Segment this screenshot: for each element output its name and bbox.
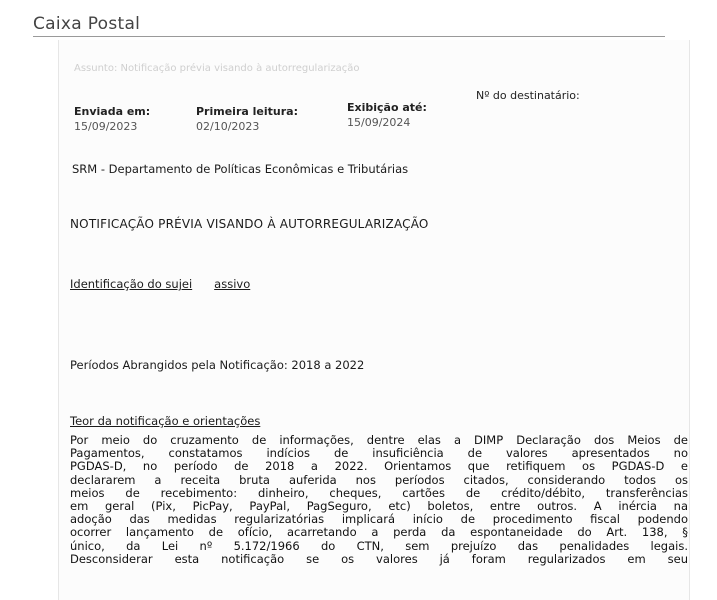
body-line: declararem a receita bruta auferida nos períodos citados, considerando todos os (70, 472, 688, 487)
display-until-value: 15/09/2024 (347, 116, 411, 129)
section-title: Teor da notificação e orientações (70, 414, 261, 428)
sent-date-field (74, 105, 150, 133)
first-read-field (196, 105, 298, 133)
display-until-label: Exibição até: (347, 101, 427, 114)
notification-heading: NOTIFICAÇÃO PRÉVIA VISANDO À AUTORREGULARIZAÇÃO (70, 217, 429, 231)
first-read-label: Primeira leitura: (196, 105, 298, 118)
body-line: ocorrer lançamento de ofício, acarretando a perda da espontaneidade do Art. 138, § (70, 525, 688, 540)
body-line: PGDAS-D, no período de 2018 a 2022. Orientamos que retifiquem os PGDAS-D e (70, 459, 688, 474)
body-line: meios de recebimento: dinheiro, cheques, cartões de crédito/débito, transferências (70, 485, 688, 500)
sender-department: SRM - Departamento de Políticas Econômicas e Tributárias (72, 162, 409, 176)
body-line: adoção das medidas regularizatórias implicará início de procedimento fiscal podendo (70, 512, 688, 527)
first-read-value: 02/10/2023 (196, 120, 260, 133)
body-line: Desconsiderar esta notificação se os valores já foram regularizados em seu (70, 551, 688, 566)
display-until-field (347, 101, 427, 129)
taxpayer-identification (70, 277, 250, 291)
body-line: Por meio do cruzamento de informações, dentre elas a DIMP Declaração dos Meios de (70, 433, 688, 447)
page-title: Caixa Postal (33, 14, 141, 34)
body-line: Pagamentos, constatamos indícios de insuficiência de valores apresentados no (70, 446, 688, 461)
message-subject: Assunto: Notificação prévia visando à autorregularização (74, 63, 360, 74)
recipient-number-label: Nº do destinatário: (476, 89, 580, 102)
notification-body (70, 434, 688, 566)
sent-date-value: 15/09/2023 (74, 120, 138, 133)
identification-text-part1: Identificação do sujei (70, 277, 193, 291)
body-line: único, da Lei nº 5.172/1966 do CTN, sem prejuízo das penalidades legais. (70, 538, 688, 553)
body-line: em geral (Pix, PicPay, PayPal, PagSeguro, etc) boletos, entre outros. A inércia na (70, 499, 688, 514)
title-divider (33, 36, 665, 37)
sent-date-label: Enviada em: (74, 105, 151, 118)
periods-covered: Períodos Abrangidos pela Notificação: 2018 a 2022 (70, 358, 365, 372)
identification-text-part2: assivo (214, 277, 251, 291)
